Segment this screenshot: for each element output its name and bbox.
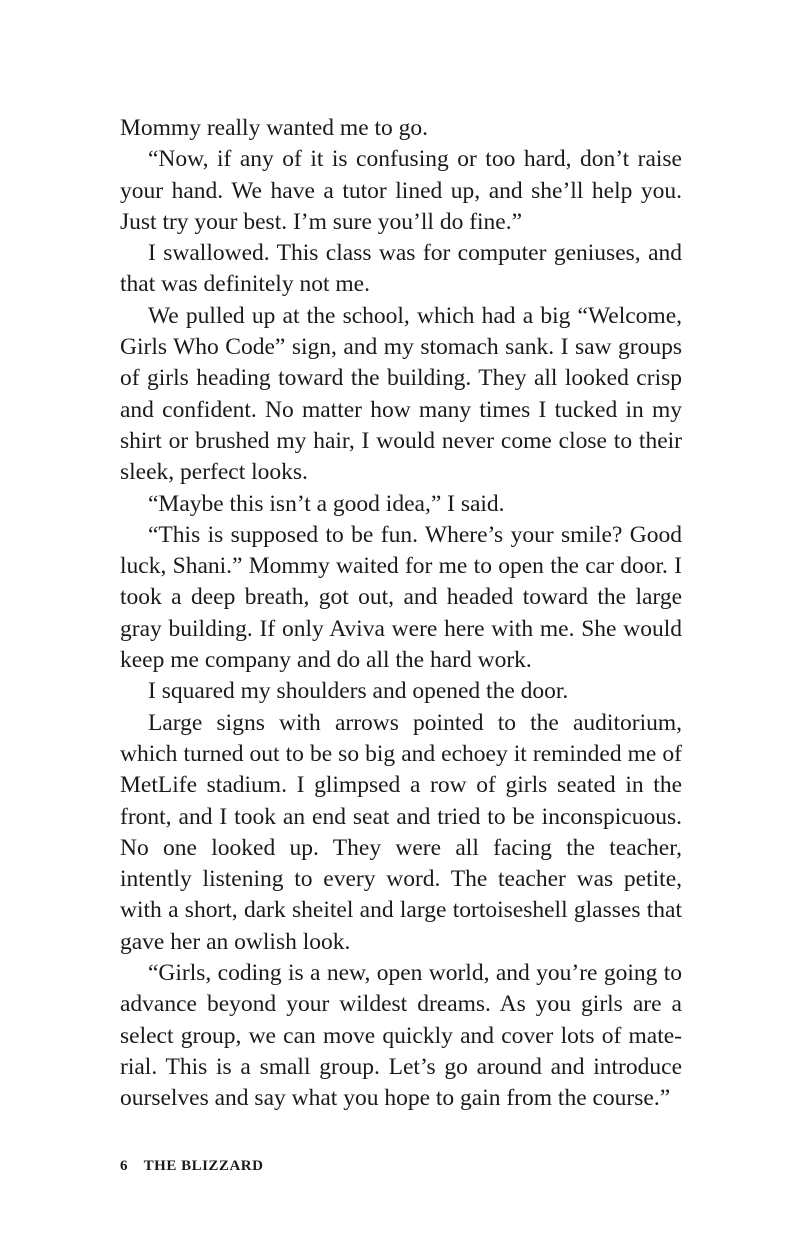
paragraph-6: “This is supposed to be fun. Where’s your smile? Good luck, Shani.” Mommy waited for me to open the car door. I took a deep breath, got out, and headed toward the large gray building. If only Aviva were here with me. She would keep me company and do all the hard work. [120, 521, 682, 674]
running-footer [120, 1158, 263, 1175]
paragraph-1: Mommy really wanted me to go. [120, 115, 429, 141]
page-number: 6 [120, 1158, 128, 1174]
paragraph-5: “Maybe this isn’t a good idea,” I said. [148, 490, 505, 517]
paragraph-7: I squared my shoulders and opened the door. [148, 678, 569, 705]
paragraph-3: I swallowed. This class was for computer geniuses, and that was definitely not me. [120, 240, 682, 298]
paragraph-2: “Now, if any of it is confusing or too hard, don’t raise your hand. We have a tutor lined up, and she’ll help you. Just try your best. I’m sure you’ll do fine.” [120, 146, 682, 235]
paragraph-8: Large signs with arrows pointed to the auditorium, which turned out to be so big and echoey it reminded me of MetLife stadium. I glimpsed a row of girls seated in the front, and I took an end seat and tried to be inconspicuous. No one looked up. They were all facing the teacher, intently listening to every word. The teacher was petite, with a short, dark sheitel and large tortoiseshell glasses that gave her an owlish look. [120, 709, 682, 955]
page-body [120, 113, 682, 1115]
paragraph-9: “Girls, coding is a new, open world, and you’re going to advance beyond your wildest dreams. As you girls are a select group, we can move quickly and cover lots of material. This is a small group. Let’s go around and introduce ourselves and say what you hope to gain from the course.” [120, 960, 682, 1112]
book-title: THE BLIZZARD [143, 1158, 264, 1174]
paragraph-4: We pulled up at the school, which had a big “Welcome, Girls Who Code” sign, and my stomach sank. I saw groups of girls heading toward the building. They all looked crisp and confident. No matter how many times I tucked in my shirt or brushed my hair, I would never come close to their sleek, perfect looks. [120, 302, 682, 486]
